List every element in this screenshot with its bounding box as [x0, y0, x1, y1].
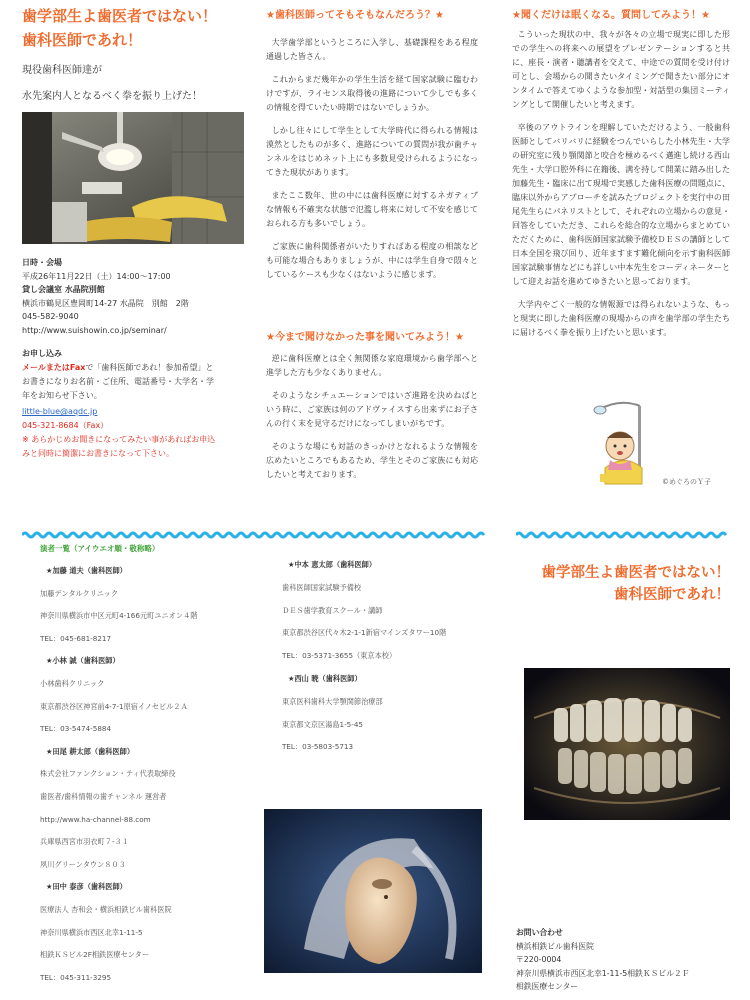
speaker-detail: ＤＥＳ歯学教育スクール・講師: [282, 605, 383, 615]
col2-paragraphs-2: [266, 352, 478, 491]
col2-para: 大学歯学部というところに入学し、基礎課程をある程度通過した皆さん。: [266, 38, 478, 61]
speaker-name: ★加藤 道夫（歯科医師）: [46, 566, 127, 575]
speaker-detail: TEL：03-5371-3655（東京本校）: [282, 651, 397, 661]
col2-para: またここ数年、世の中には歯科医療に対するネガティブな情報も不確実な状態で氾濫し将来に対して不安を感じておられる方も多いでしょう。: [266, 191, 478, 228]
event-venue: 貸し会議室 水晶院別館: [22, 285, 105, 295]
speaker-detail: 加藤デンタルクリニック: [40, 588, 119, 598]
col2-paragraphs-1: [266, 36, 478, 291]
speaker-detail: 東京都文京区湯島1-5-45: [282, 719, 363, 729]
col2-para: そのような場にも対話のきっかけとなれるような情報を広めたいところでもあるため、学生とそのご家族にも対応したいと考えております。: [266, 442, 478, 479]
bottom-headline-line-2: 歯科医師であれ！: [614, 586, 730, 603]
apply-email-link[interactable]: little-blue@aqdc.jp: [22, 407, 98, 416]
illustration-caption: ©めぐろのＹ子: [662, 478, 711, 486]
cartoon-patient-illustration: [590, 398, 660, 488]
speaker-name: ★田尾 耕太郎（歯科医師）: [46, 746, 135, 756]
apply-note-2: みと同時に簡潔にお書きになって下さい。: [22, 449, 174, 458]
event-url[interactable]: http://www.suishowin.co.jp/seminar/: [22, 325, 167, 335]
bottom-headline: [500, 562, 730, 606]
speaker-detail: 歯科医師国家試験予備校: [282, 582, 362, 592]
col2-para: 逆に歯科医療とは全く無関係な家庭環境から歯学部へと進学した方も少なくありません。: [266, 354, 478, 377]
lede-line-1: 現役歯科医師達が: [22, 65, 102, 76]
apply-note-1: ※ あらかじめお聞きになってみたい事があればお申込: [22, 435, 216, 444]
speaker-detail: TEL：045-681-8217: [40, 633, 112, 643]
col3-para: 卒後のアウトラインを理解していただけるよう、一般歯科医師としてバリバリに経験をつんでいらした小林先生・大学の研究室に残り顎関節と咬合を極めるべく邁進し続ける西山先生・大学口腔外科に在籍後、满を持して開業に踏み出した加藤先生・臨床に出て現場で実感した歯科医療の問題点に、臨床以外からアプローチを試みたプロジェクトを実行中の田尾先生らにパネリストとして、それぞれの立場からの意見・回答をしていただき、これらを総合的な立場からまとめていただくために、歯科医師国家試験予備校ＤＥＳの講師として日本全国を飛び回り、近年ますます難化傾向を示す歯科医師国家試験事情などにも詳しい中本先生をコーディネーターとして迎えお話を進めてゆきたいと思っております。: [512, 123, 730, 286]
col2-para: ご家族に歯科関係者がいたりすればある程度の相談なども可能な場合もありましょうが、中には学生自身で悶々としているケースも少なくはないように感じます。: [266, 242, 478, 279]
speaker-name: ★西山 暁（歯科医師）: [288, 674, 362, 683]
section-heading-what-is-dentist: ★歯科医師ってそもそもなんだろう？★: [266, 10, 444, 21]
speaker-detail: 東京医科歯科大学顎関節治療部: [282, 696, 383, 706]
section-heading-ask-questions: ★聞くだけは眠くなる。質問してみよう！★: [512, 10, 710, 21]
speaker-detail: 小林歯科クリニック: [40, 679, 105, 688]
headline-line-1: 歯学部生よ歯医者ではない！: [22, 7, 218, 25]
lede: [22, 58, 252, 110]
section-heading-ask-now: ★今まで聞けなかった事を聞いてみよう！★: [266, 332, 464, 343]
contact-name: 横浜相鉄ビル歯科医院: [516, 941, 594, 951]
speaker-detail: 株式会社ファンクション・ティ代表取締役: [40, 769, 176, 779]
speaker-name: ★小林 誠（歯科医師）: [46, 656, 120, 666]
clinic-photo: [22, 112, 244, 244]
speaker-detail: 神奈川県横浜市西区北幸1-11-5: [40, 927, 143, 937]
tooth-photo: [264, 809, 482, 973]
event-tel: 045-582-9040: [22, 312, 79, 322]
event-date-label: 日時・会場: [22, 258, 62, 267]
contact-label: お問い合わせ: [516, 928, 563, 937]
headline: [22, 4, 252, 52]
contact-info: [516, 926, 736, 994]
apply-line-1-rest: で「歯科医師であれ！参加希望」と: [85, 363, 214, 372]
contact-zip: 〒220-0004: [516, 955, 562, 964]
col3-para: こういった現状の中、我々が各々の立場で現実に即した形での学生への将来への展望をプレゼンテーションすると共に、座長・演者・聴講者を交えて、中途での質問を受け付け可とし、会場からの聞きたいタイミングで聞きたい部分にオンタイムで答えてゆくような参加型・対話型の集団ミーティングとして開催したいと考えます。: [512, 30, 730, 109]
speaker-detail: 東京都渋谷区代々木2-1-1新宿マインズタワー10階: [282, 628, 447, 638]
apply-label: お申し込み: [22, 349, 62, 358]
apply-method: メールまたはFax: [22, 363, 86, 372]
speaker-name: ★田中 泰彦（歯科医師）: [46, 882, 127, 892]
speakers-heading: 演者一覧（アイウエオ順・敬称略）: [40, 544, 160, 553]
speaker-detail: TEL：03-5803-5713: [282, 742, 354, 752]
speaker-detail: TEL：03-5474-5884: [40, 724, 112, 734]
speaker-detail: 兵庫県西宮市羽衣町７-３１: [40, 837, 129, 847]
headline-line-2: 歯科医師であれ！: [22, 31, 143, 49]
event-date: 平成26年11月22日（土）14:00〜17:00: [22, 271, 171, 281]
speaker-detail[interactable]: http://www.ha-channel-88.com: [40, 814, 151, 824]
wave-divider-left: [22, 524, 486, 532]
apply-line-1: [22, 361, 254, 375]
apply-info: [22, 347, 254, 461]
contact-address: 神奈川県横浜市西区北幸1-11-5相鉄ＫＳビル２Ｆ: [516, 968, 690, 978]
col2-para: しかし往々にして学生として大学時代に得られる情報は漠然としたものが多く、進路についての質問が我が歯チャンネルをはじめネット上にも多数見受けられるようになってきた現状があります。: [266, 126, 478, 177]
col3-paragraphs: [512, 28, 730, 349]
apply-line-2: お書きになりお名前・ご住所、電話番号・大学名・学: [22, 377, 214, 386]
speaker-detail: 東京都渋谷区神宮前4-7-1原宿イノセビル２Ａ: [40, 701, 188, 711]
teeth-xray-photo: [524, 668, 730, 820]
lede-line-2: 水先案内人となるべく拳を振り上げた！: [22, 91, 202, 102]
wave-divider-right: [516, 524, 730, 532]
speaker-detail: 夙川グリーンタウン８０３: [40, 859, 126, 869]
col3-para: 大学内やごく一般的な情報源では得られないような、もっと現実に即した歯科医療の現場からの声を歯学部の学生たちに届けるべく拳を振り上げたいと思います。: [512, 300, 730, 337]
event-info: [22, 256, 252, 338]
speaker-detail: 歯医者/歯科情報の歯チャンネル 運営者: [40, 792, 167, 801]
contact-center: 相鉄医療センター: [516, 982, 579, 991]
col2-para: これからまだ幾年かの学生生活を経て国家試験に臨むわけですが、ライセンス取得後の進路について少しでも多くの情報を得ていたい時期ではないでしょうか。: [266, 75, 478, 112]
speaker-detail: TEL：045-311-3295: [40, 972, 112, 982]
bottom-headline-line-1: 歯学部生よ歯医者ではない！: [541, 564, 730, 581]
apply-fax: 045-321-8684（Fax）: [22, 421, 109, 430]
apply-line-3: 年をお知らせ下さい。: [22, 391, 102, 400]
speaker-name: ★中本 恵太郎（歯科医師）: [288, 560, 377, 569]
col2-para: そのようなシチュエーションではいざ進路を決めねばという時に、ご家族は何のアドヴァイスすら出来ずにお子さんの行く末を見守るだけになってしまいがちです。: [266, 391, 478, 428]
event-address: 横浜市鶴見区豊岡町14-27 水晶院 別館 2階: [22, 298, 189, 308]
speaker-detail: 神奈川県横浜市中区元町4-166元町ユニオン４階: [40, 611, 198, 621]
speaker-detail: 医療法人 杏和会・横浜相鉄ビル歯科医院: [40, 905, 172, 914]
speaker-detail: 相鉄ＫＳビル2F相鉄医療センター: [40, 950, 150, 960]
